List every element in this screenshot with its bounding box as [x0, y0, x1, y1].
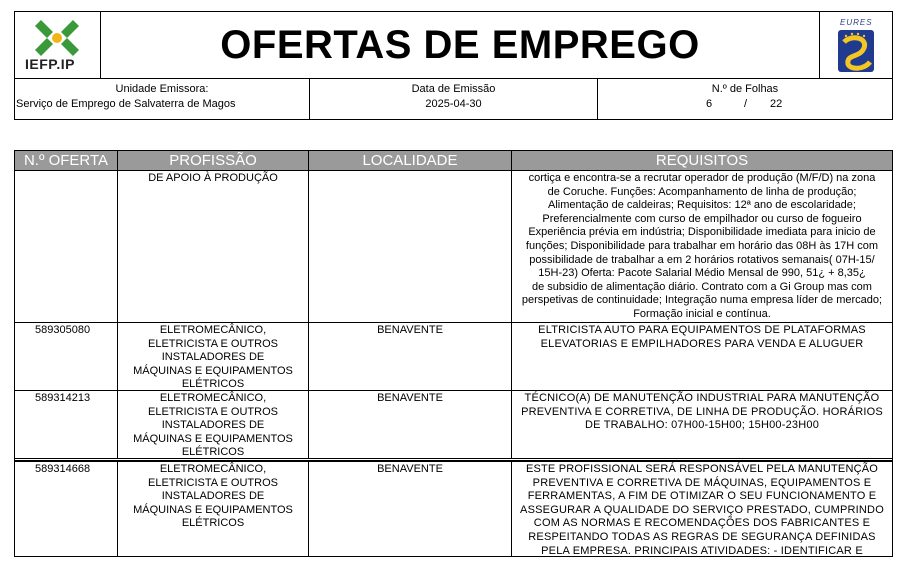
issuing-unit-value: Serviço de Emprego de Salvaterra de Magos — [16, 98, 236, 110]
sheet-total: 22 — [770, 98, 783, 110]
issuing-unit — [15, 79, 310, 120]
location-value: BENAVENTE — [377, 324, 443, 336]
location — [309, 323, 512, 390]
requirements-line: Formação inicial e contínua. — [633, 307, 771, 320]
profession — [118, 323, 309, 390]
requirements — [512, 462, 892, 557]
table-row — [15, 460, 892, 557]
requirements-line: possibilidade de trabalhar a em 2 horários rotativos semanais( 07H-15/ — [529, 253, 875, 266]
location-value: BENAVENTE — [377, 392, 443, 404]
column-header-profession: PROFISSÃO — [118, 151, 309, 170]
document-header — [14, 11, 893, 120]
column-header-location: LOCALIDADE — [309, 151, 512, 170]
job-offers-table — [14, 150, 893, 557]
column-header-requirements: REQUISITOS — [655, 152, 749, 169]
eures-logo-icon — [832, 28, 880, 74]
eures-logo — [819, 12, 893, 78]
requirements-line: COM AS NORMAS E RECOMENDAÇÕES DOS FABRICANTES E — [533, 517, 871, 530]
profession-line: INSTALADORES DE — [161, 419, 265, 432]
offer-number — [15, 171, 118, 322]
requirements-line: cortiça e encontra-se a recrutar operador de produção (M/F/D) na zona — [528, 172, 876, 184]
sheet-current: 6 — [706, 98, 713, 110]
iefp-logo-text: IEFP.IP — [25, 56, 75, 72]
requirements-line: ASSEGURAR A QUALIDADE DO SERVIÇO PRESTADO, CUMPRINDO — [520, 503, 884, 516]
profession-line: INSTALADORES DE — [161, 351, 265, 364]
requirements-line: 15H-23) Oferta: Pacote Salarial Médio Mensal de 990, 51¿ + 8,35¿ — [538, 267, 866, 280]
issue-date-value: 2025-04-30 — [425, 98, 482, 110]
offer-number — [15, 391, 118, 458]
sheet-count — [598, 79, 892, 120]
requirements-line: PELA EMPRESA. PRINCIPAIS ATIVIDADES: - IDENTIFICAR E — [541, 544, 863, 557]
profession — [118, 391, 309, 458]
requirements — [512, 323, 892, 390]
table-row — [15, 391, 892, 459]
requirements-line: PREVENTIVA E CORRETIVA DE MÁQUINAS, EQUIPAMENTOS E — [532, 476, 872, 489]
profession-line: ELÉTRICOS — [181, 517, 245, 530]
requirements-line: PREVENTIVA E CORRETIVA, DE LINHA DE PRODUÇÃO. HORÁRIOS — [521, 405, 883, 418]
requirements-line: DE TRABALHO: 07H00-15H00; 15H00-23H00 — [584, 419, 820, 432]
location — [309, 391, 512, 458]
profession — [118, 171, 309, 322]
profession — [118, 462, 309, 557]
requirements — [512, 171, 892, 322]
profession-line: ELÉTRICOS — [181, 378, 245, 391]
profession-line: ELETROMECÂNICO, — [159, 324, 267, 336]
requirements-line: Preferencialmente com curso de empilhador ou curso de fogueiro — [542, 212, 862, 225]
profession-line: ELETRICISTA E OUTROS — [148, 476, 278, 489]
offer-number — [15, 462, 118, 557]
eures-logo-text: EURES — [840, 18, 873, 27]
profession-line: ELETROMECÂNICO, — [159, 463, 267, 475]
location — [309, 171, 512, 322]
requirements-line: ELTRICISTA AUTO PARA EQUIPAMENTOS DE PLATAFORMAS — [538, 324, 866, 336]
table-row — [15, 171, 892, 323]
profession-line: ELETRICISTA E OUTROS — [148, 405, 278, 418]
offer-number-value: 589314668 — [35, 463, 91, 475]
issuing-unit-label: Unidade Emissora: — [115, 83, 209, 95]
offer-number-value: 589314213 — [35, 392, 91, 404]
requirements-line: funções; Disponibilidade para trabalhar em horário das 08H às 17H com — [525, 239, 879, 252]
page-title: OFERTAS DE EMPREGO — [220, 22, 700, 67]
issue-date — [310, 79, 598, 120]
location — [309, 462, 512, 557]
requirements-line: ESTE PROFISSIONAL SERÁ RESPONSÁVEL PELA MANUTENÇÃO — [525, 463, 879, 475]
iefp-logo — [15, 12, 101, 78]
profession-line: MÁQUINAS E EQUIPAMENTOS — [133, 432, 293, 445]
iefp-logo-icon — [33, 18, 81, 58]
profession-line: ELÉTRICOS — [181, 446, 245, 459]
issue-date-label: Data de Emissão — [411, 83, 496, 95]
profession-line: MÁQUINAS E EQUIPAMENTOS — [133, 503, 293, 516]
profession-line: ELETRICISTA E OUTROS — [148, 337, 278, 350]
requirements-line: de Coruche. Funções: Acompanhamento de linha de produção; — [547, 185, 857, 198]
table-header — [15, 151, 892, 171]
profession-line: ELETROMECÂNICO, — [159, 392, 267, 404]
column-header-offer-number: N.º OFERTA — [15, 151, 118, 170]
requirements-line: ELEVATORIAS E EMPILHADORES PARA VENDA E ALUGUER — [540, 337, 864, 350]
requirements-line: perspetivas de continuidade; Integração numa empresa líder de mercado; — [521, 294, 883, 307]
requirements-line: RESPEITANDO TODAS AS REGRAS DE SEGURANÇA DEFINIDAS — [528, 530, 876, 543]
sheet-count-label: N.º de Folhas — [711, 83, 779, 95]
profession-line: INSTALADORES DE — [161, 490, 265, 503]
sheet-separator: / — [744, 98, 748, 110]
document-meta — [15, 78, 892, 120]
profession-line: MÁQUINAS E EQUIPAMENTOS — [133, 364, 293, 377]
requirements — [512, 391, 892, 458]
requirements-line: Experiência prévia em indústria; Disponibilidade imediata para inicio de — [528, 226, 876, 239]
offer-number-value: 589305080 — [35, 324, 91, 336]
requirements-line: FERRAMENTAS, A FIM DE OTIMIZAR O SEU FUNCIONAMENTO E — [527, 490, 877, 503]
requirements-line: de subsidio de alimentação diário. Contrato com a Gi Group mas com — [532, 280, 872, 293]
requirements-line: Alimentação de caldeiras; Requisitos: 12ª ano de escolaridade; — [548, 199, 856, 212]
profession-line: DE APOIO À PRODUÇÃO — [148, 172, 278, 184]
requirements-line: TÉCNICO(A) DE MANUTENÇÃO INDUSTRIAL PARA MANUTENÇÃO — [524, 392, 880, 404]
location-value: BENAVENTE — [377, 463, 443, 475]
offer-number — [15, 323, 118, 390]
table-row — [15, 323, 892, 391]
